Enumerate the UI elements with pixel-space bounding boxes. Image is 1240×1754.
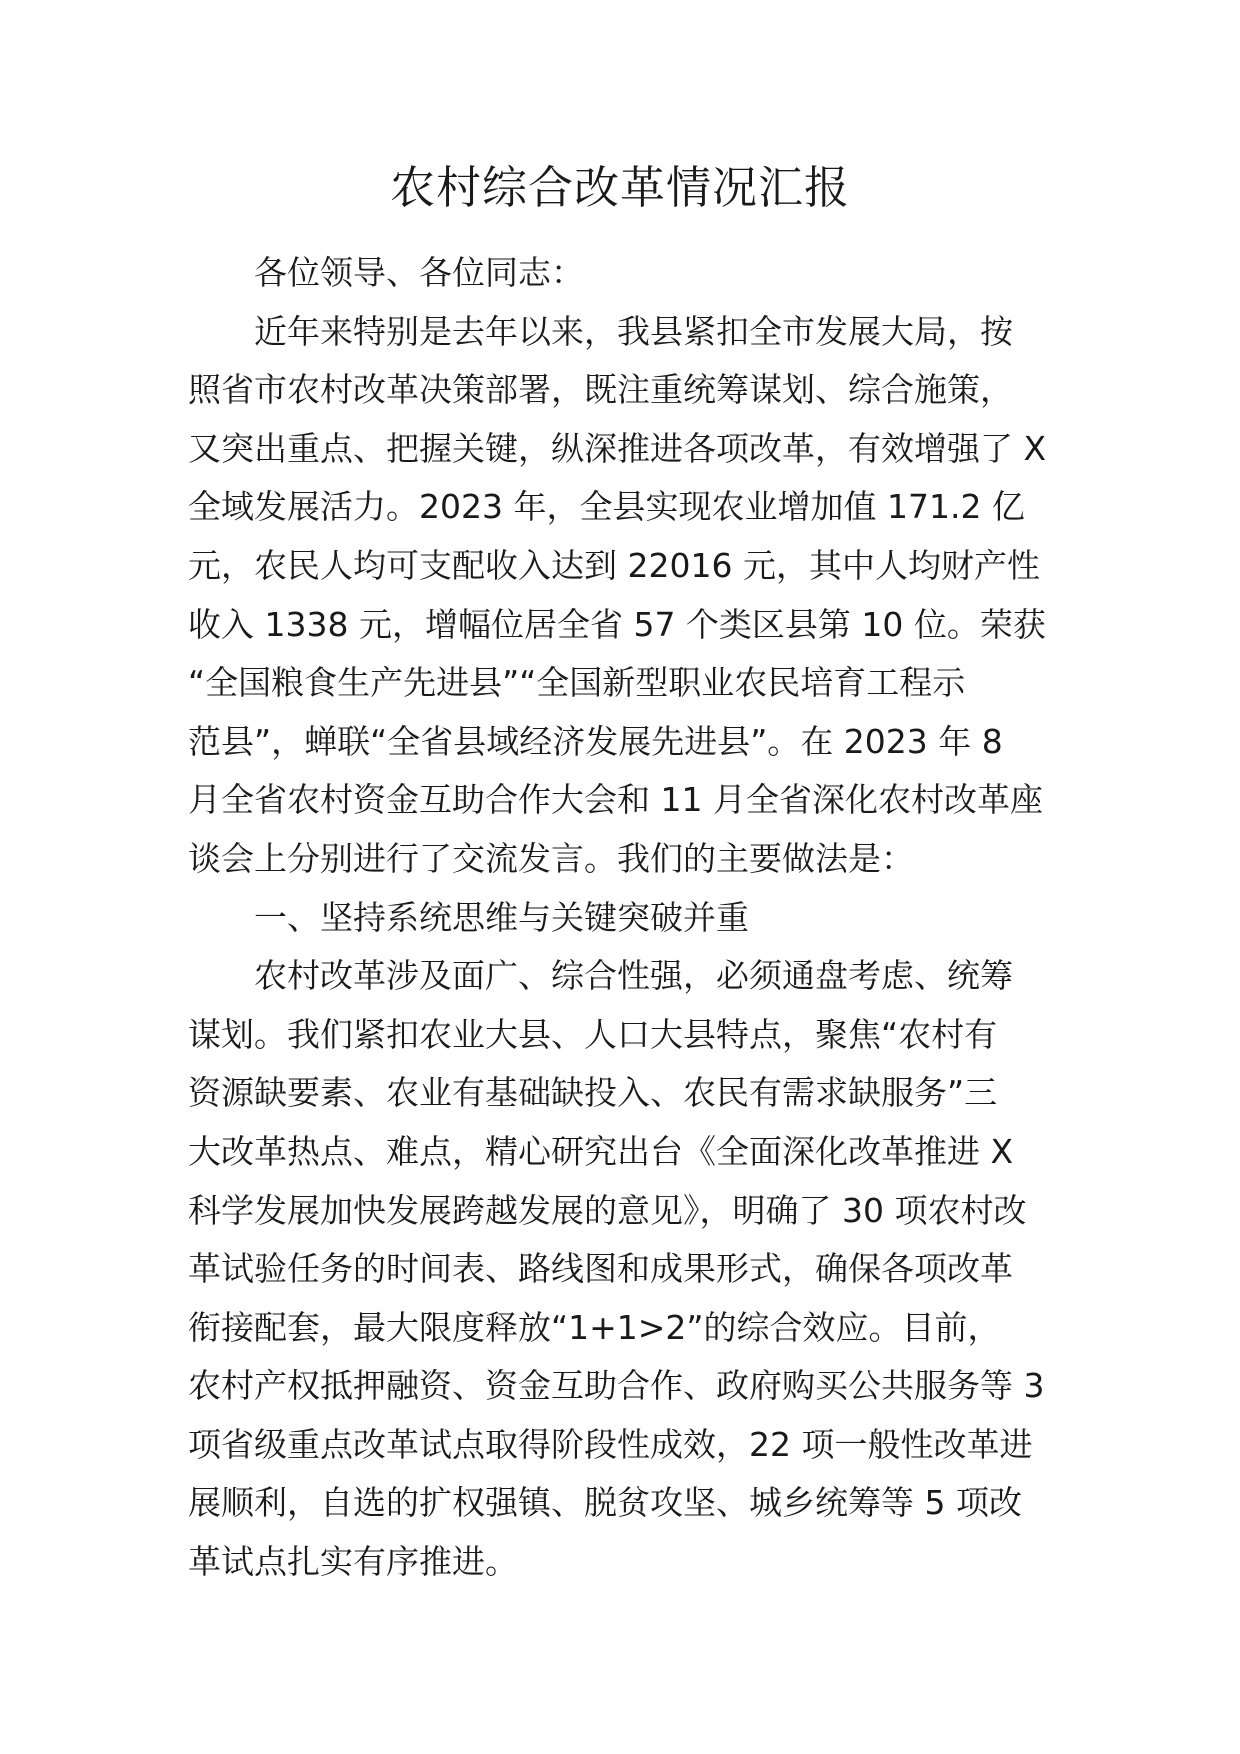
body-line: 农村产权抵押融资、资金互助合作、政府购买公共服务等 3 [188, 1366, 1045, 1406]
body-line: 科学发展加快发展跨越发展的意见》，明确了 30 项农村改 [188, 1190, 1027, 1230]
body-line: 照省市农村改革决策部署，既注重统筹谋划、综合施策， [188, 370, 1013, 410]
body-line: 全域发展活力。2023 年，全县实现农业增加值 171.2 亿 [188, 487, 1025, 527]
body-line: 一、坚持系统思维与关键突破并重 [254, 897, 749, 937]
body-line: 元，农民人均可支配收入达到 22016 元，其中人均财产性 [188, 545, 1040, 585]
body-line: 展顺利，自选的扩权强镇、脱贫攻坚、城乡统筹等 5 项改 [188, 1483, 1022, 1523]
document-title: 农村综合改革情况汇报 [389, 161, 850, 214]
document-body [188, 244, 1058, 1592]
body-line: 资源缺要素、农业有基础缺投入、农民有需求缺服务”三 [188, 1073, 998, 1113]
body-line: 大改革热点、难点，精心研究出台《全面深化改革推进 X [188, 1131, 1014, 1171]
body-line: 谈会上分别进行了交流发言。我们的主要做法是： [188, 838, 914, 878]
body-line: 月全省农村资金互助合作大会和 11 月全省深化农村改革座 [188, 780, 1043, 820]
body-line: 谋划。我们紧扣农业大县、人口大县特点，聚焦“农村有 [188, 1014, 998, 1054]
body-line: 衔接配套，最大限度释放“1+1>2”的综合效应。目前， [188, 1307, 1001, 1347]
body-line: 收入 1338 元，增幅位居全省 57 个类区县第 10 位。荣获 [188, 604, 1046, 644]
body-line: 革试点扎实有序推进。 [188, 1542, 518, 1582]
body-line: 近年来特别是去年以来，我县紧扣全市发展大局，按 [254, 311, 1013, 351]
body-line: 又突出重点、把握关键，纵深推进各项改革，有效增强了 X [188, 428, 1047, 468]
body-line: 项省级重点改革试点取得阶段性成效，22 项一般性改革进 [188, 1424, 1033, 1464]
body-line: 农村改革涉及面广、综合性强，必须通盘考虑、统筹 [254, 956, 1013, 996]
body-line: 各位领导、各位同志： [254, 253, 584, 292]
body-line: “全国粮食生产先进县”“全国新型职业农民培育工程示 [188, 663, 966, 703]
body-line: 范县”，蝉联“全省县域经济发展先进县”。在 2023 年 8 [188, 721, 1003, 761]
body-line: 革试验任务的时间表、路线图和成果形式，确保各项改革 [188, 1249, 1013, 1289]
